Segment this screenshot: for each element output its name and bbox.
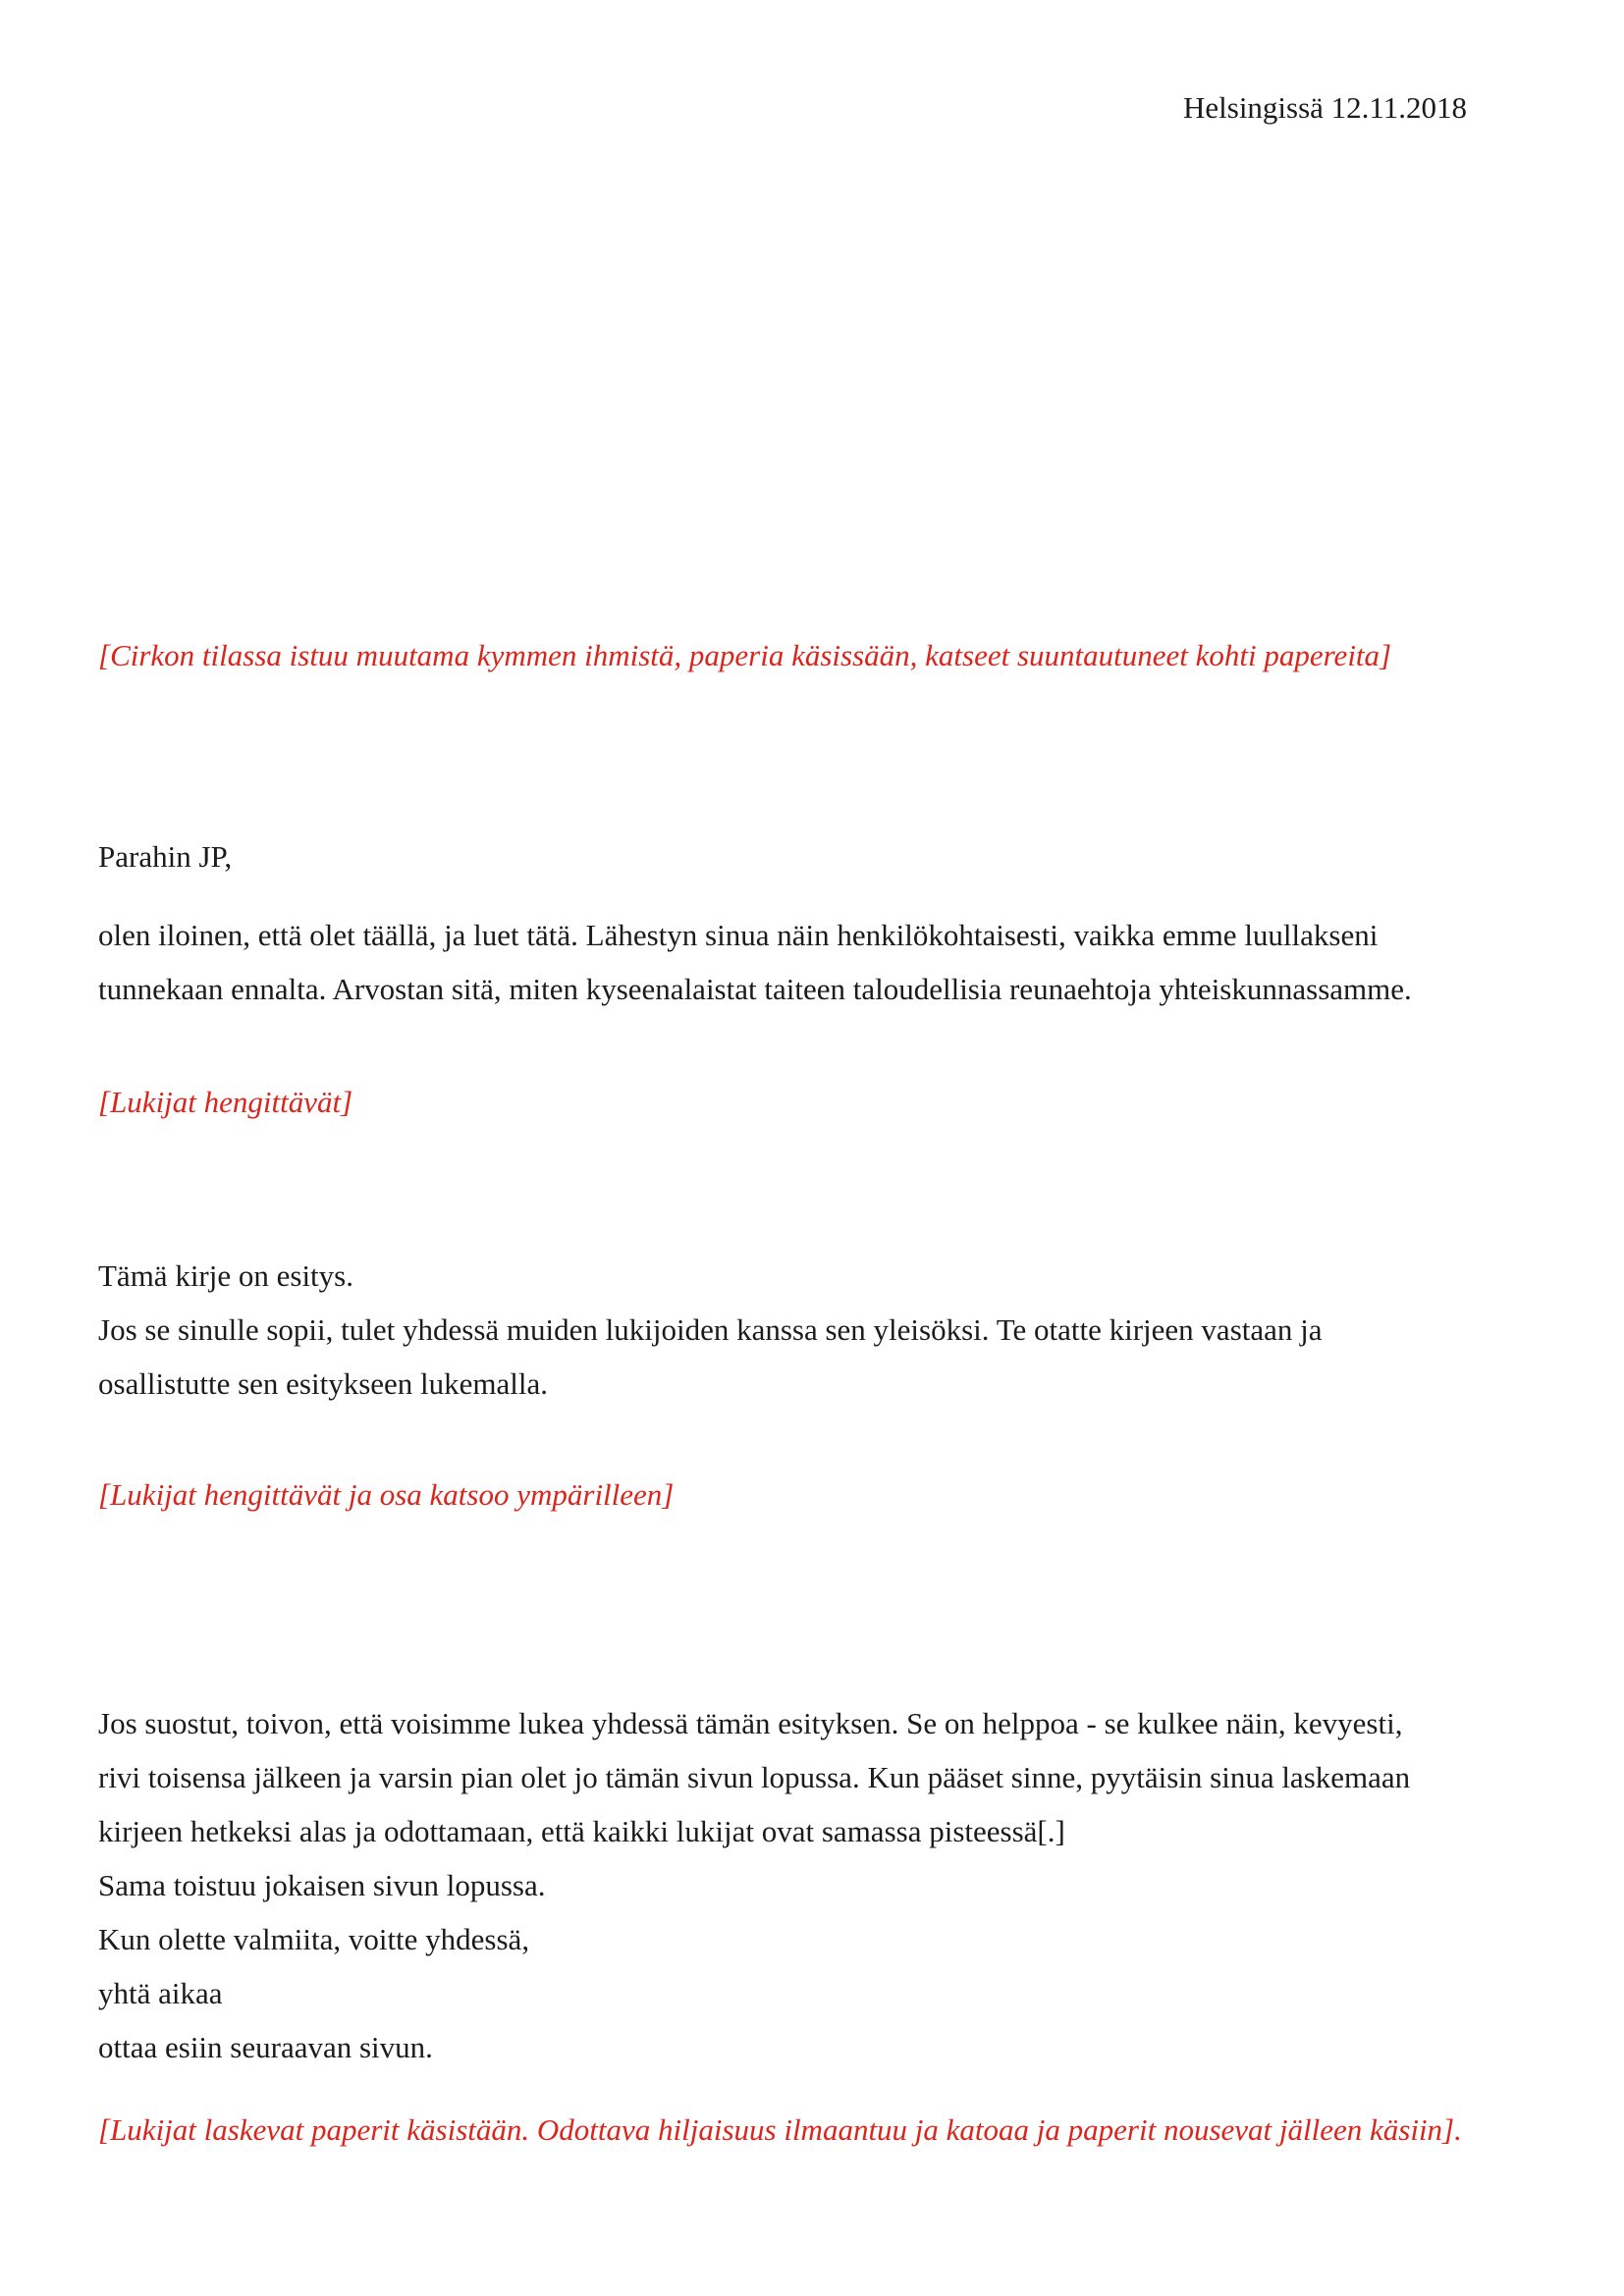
paragraph-3-line: Kun olette valmiita, voitte yhdessä,: [98, 1922, 530, 1956]
paragraph-2-line: Jos se sinulle sopii, tulet yhdessä muiden lukijoiden kanssa sen yleisöksi. Te otatte kirjeen vastaan ja: [98, 1312, 1323, 1347]
paragraph-3-line: yhtä aikaa: [98, 1976, 223, 2010]
paragraph-1-line: tunnekaan ennalta. Arvostan sitä, miten kyseenalaistat taiteen taloudellisia reunaehtoja yhteiskunnassamme.: [98, 972, 1412, 1006]
paragraph-3-line: ottaa esiin seuraavan sivun.: [98, 2030, 433, 2064]
paragraph-3-line: Jos suostut, toivon, että voisimme lukea yhdessä tämän esityksen. Se on helppoa - se kulkee näin, kevyesti,: [98, 1706, 1403, 1740]
salutation: Parahin JP,: [98, 839, 233, 874]
paragraph-3-line: Sama toistuu jokaisen sivun lopussa.: [98, 1868, 546, 1902]
stage-direction-opening: [Cirkon tilassa istuu muutama kymmen ihmistä, paperia käsissään, katseet suuntautuneet kohti papereita]: [98, 638, 1392, 672]
dateline: Helsingissä 12.11.2018: [1183, 90, 1468, 125]
paragraph-1: [98, 908, 1412, 1016]
stage-direction-breath: [Lukijat hengittävät]: [98, 1085, 353, 1119]
paragraph-3-line: rivi toisensa jälkeen ja varsin pian olet jo tämän sivun lopussa. Kun pääset sinne, pyytäisin sinua laskemaan: [98, 1760, 1411, 1794]
paragraph-3: [98, 1696, 1410, 2074]
paragraph-2-line: Tämä kirje on esitys.: [98, 1258, 353, 1293]
stage-direction-closing: [Lukijat laskevat paperit käsistään. Odottava hiljaisuus ilmaantuu ja katoaa ja paperit nousevat jälleen käsiin].: [98, 2112, 1462, 2147]
paragraph-2-line: osallistutte sen esitykseen lukemalla.: [98, 1366, 549, 1401]
paragraph-3-line: kirjeen hetkeksi alas ja odottamaan, että kaikki lukijat ovat samassa pisteessä[.]: [98, 1814, 1065, 1848]
stage-direction-breath-look: [Lukijat hengittävät ja osa katsoo ympärilleen]: [98, 1477, 675, 1512]
paragraph-1-line: olen iloinen, että olet täällä, ja luet tätä. Lähestyn sinua näin henkilökohtaisesti, vaikka emme luullakseni: [98, 918, 1379, 952]
paragraph-2: [98, 1249, 1323, 1411]
